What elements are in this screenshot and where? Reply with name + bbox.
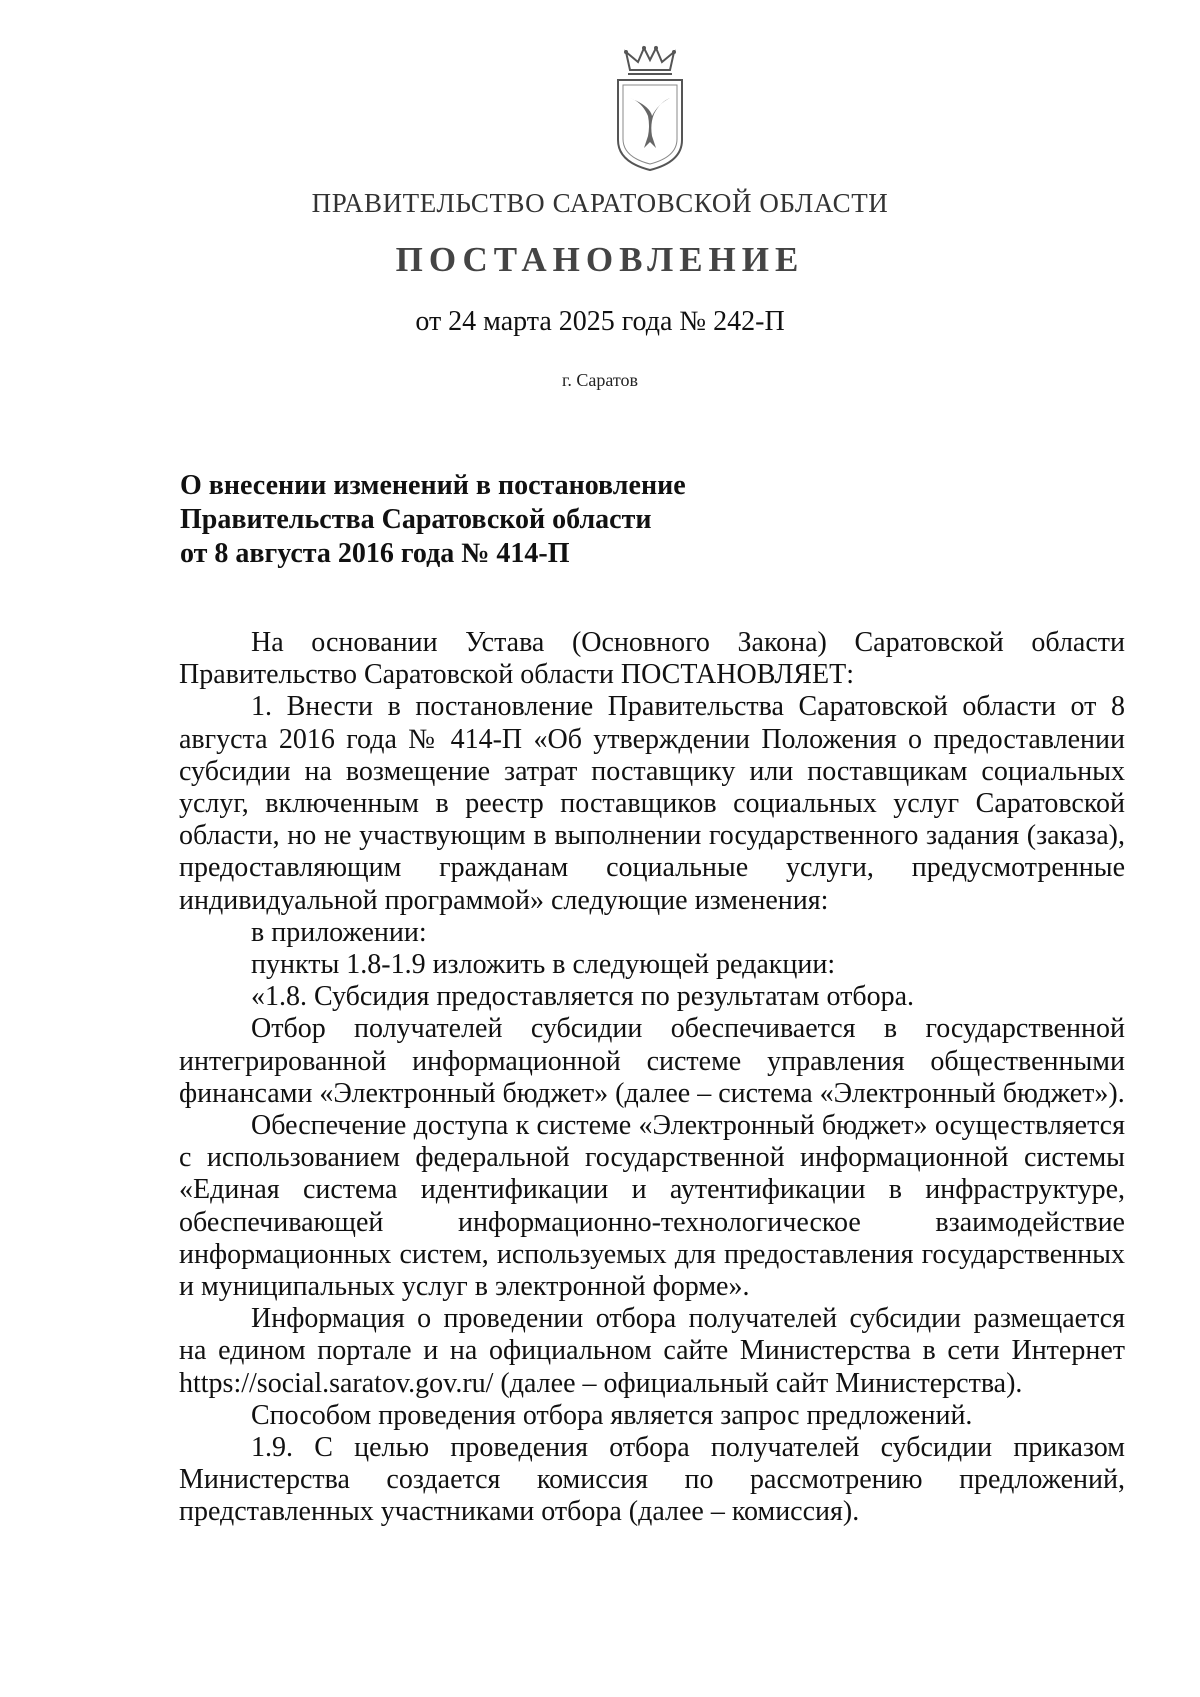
title-line: от 8 августа 2016 года № 414-П (180, 538, 570, 569)
body-paragraph: Способом проведения отбора является запрос предложений. (251, 1399, 973, 1431)
saratov-coat-of-arms-icon (608, 44, 692, 174)
body-paragraph: 1.9. С целью проведения отбора получателей субсидии приказом Министерства создается комиссия по рассмотрению предложений, представленных участниками отбора (далее – комиссия). (179, 1432, 1125, 1528)
body-paragraph: в приложении: (251, 916, 427, 948)
document-body (179, 627, 1125, 1529)
body-paragraph: пункты 1.8-1.9 изложить в следующей редакции: (251, 949, 836, 981)
title-line: О внесении изменений в постановление (180, 470, 686, 501)
body-paragraph: «1.8. Субсидия предоставляется по результатам отбора. (251, 981, 915, 1013)
document-date-number: от 24 марта 2025 года № 242-П (415, 306, 785, 337)
body-paragraph: 1. Внести в постановление Правительства Саратовской области от 8 августа 2016 года № 414-П «Об утверждении Положения о предоставлении субсидии на возмещение затрат поставщику или поставщикам социальных услуг, включенным в реестр поставщиков социальных услуг Саратовской области, но не участвующим в выполнении государственного задания (заказа), предоставляющим гражданам социальные услуги, предусмотренные индивидуальной программой» следующие изменения: (179, 691, 1125, 916)
body-paragraph: Обеспечение доступа к системе «Электронный бюджет» осуществляется с использованием федеральной государственной информационной системы «Единая система идентификации и аутентификации в инфраструктуре, обеспечивающей информационно-технологическое взаимодействие информационных систем, используемых для предоставления государственных и муниципальных услуг в электронной форме». (179, 1110, 1125, 1303)
title-line: Правительства Саратовской области (180, 504, 652, 535)
body-paragraph: Информация о проведении отбора получателей субсидии размещается на едином портале и на официальном сайте Министерства в сети Интернет https://social.saratov.gov.ru/ (далее – официальный сайт Министерства). (179, 1303, 1125, 1399)
government-name: ПРАВИТЕЛЬСТВО САРАТОВСКОЙ ОБЛАСТИ (311, 188, 889, 218)
body-paragraph: На основании Устава (Основного Закона) Саратовской области Правительство Саратовской области ПОСТАНОВЛЯЕТ: (179, 627, 1125, 691)
document-title (180, 469, 800, 571)
document-type: ПОСТАНОВЛЕНИЕ (395, 240, 805, 279)
body-paragraph: Отбор получателей субсидии обеспечивается в государственной интегрированной информационной системе управления общественными финансами «Электронный бюджет» (далее – система «Электронный бюджет»). (179, 1013, 1125, 1109)
document-city: г. Саратов (562, 370, 638, 390)
